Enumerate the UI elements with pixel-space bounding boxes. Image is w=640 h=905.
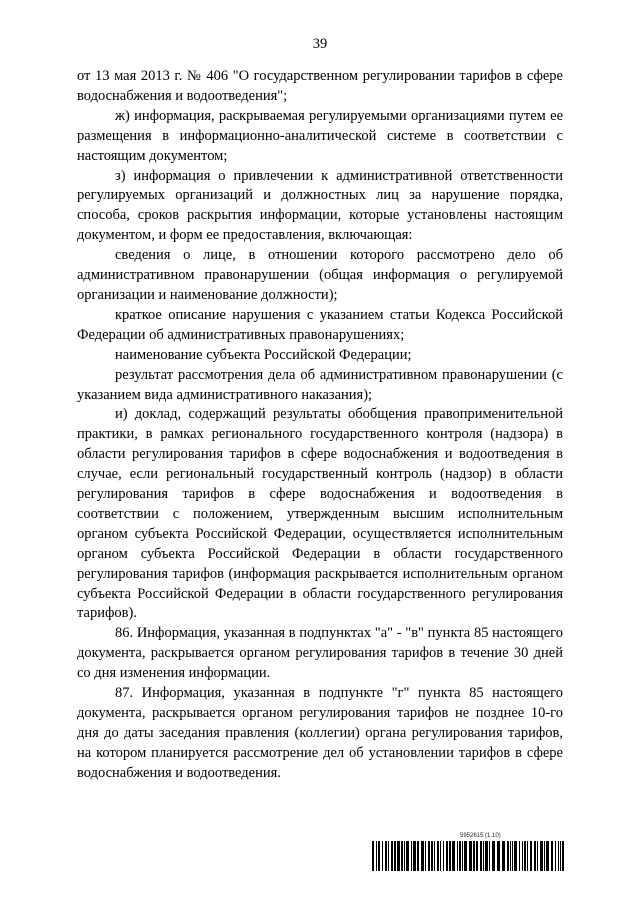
paragraph-subitem-person-info: сведения о лице, в отношении которого рассмотрено дело об административном правонарушении (общая информация о регулируемой организации и наименование должности); [77, 247, 563, 303]
barcode-code: 5952615 (1.10) [460, 833, 501, 839]
paragraph-subitem-violation-description: краткое описание нарушения с указанием статьи Кодекса Российской Федерации об административных правонарушениях; [77, 306, 563, 343]
paragraph-subitem-region-name: наименование субъекта Российской Федерации; [115, 346, 412, 363]
paragraph-point-86: 86. Информация, указанная в подпунктах "а" - "в" пункта 85 настоящего документа, раскрывается органом регулирования тарифов в течение 30 дней со дня изменения информации. [77, 625, 563, 682]
paragraph-point-87: 87. Информация, указанная в подпункте "г" пункта 85 настоящего документа, раскрывается органом регулирования тарифов не позднее 10-го дня до даты заседания правления (коллегии) органа регулирования тарифов, на котором планируется рассмотрение дел об установлении тарифов в сфере водоснабжения и водоотведения. [77, 685, 563, 781]
page-number: 39 [312, 36, 328, 52]
paragraph-continuation: от 13 мая 2013 г. № 406 "О государственном регулировании тарифов в сфере водоснабжения и водоотведения"; [77, 68, 563, 104]
paragraph-item-i: и) доклад, содержащий результаты обобщения правоприменительной практики, в рамках регионального государственного контроля (надзора) в области регулирования тарифов в сфере водоснабжения и водоотведения в случае, если региональный государственный контроль (надзор) в области регулирования тарифов в сфере водоснабжения и водоотведения в соответствии с положением, утвержденным высшим исполнительным органом субъекта Российской Федерации, осуществляется исполнительным органом субъекта Российской Федерации в области государственного регулирования тарифов (информация раскрывается исполнительным органом субъекта Российской Федерации в области государственного регулирования тарифов). [77, 406, 563, 622]
document-body [77, 67, 563, 784]
barcode-icon [372, 841, 565, 871]
paragraph-item-z: з) информация о привлечении к административной ответственности регулируемых организаций и должностных лиц за нарушение порядка, способа, сроков раскрытия информации, которые установлены настоящим документом, и форм ее предоставления, включающая: [77, 167, 563, 244]
paragraph-item-zh: ж) информация, раскрываемая регулируемыми организациями путем ее размещения в информационно-аналитической системе в соответствии с настоящим документом; [77, 107, 563, 164]
paragraph-subitem-case-result: результат рассмотрения дела об административном правонарушении (с указанием вида административного наказания); [77, 366, 563, 403]
document-barcode [372, 833, 565, 871]
